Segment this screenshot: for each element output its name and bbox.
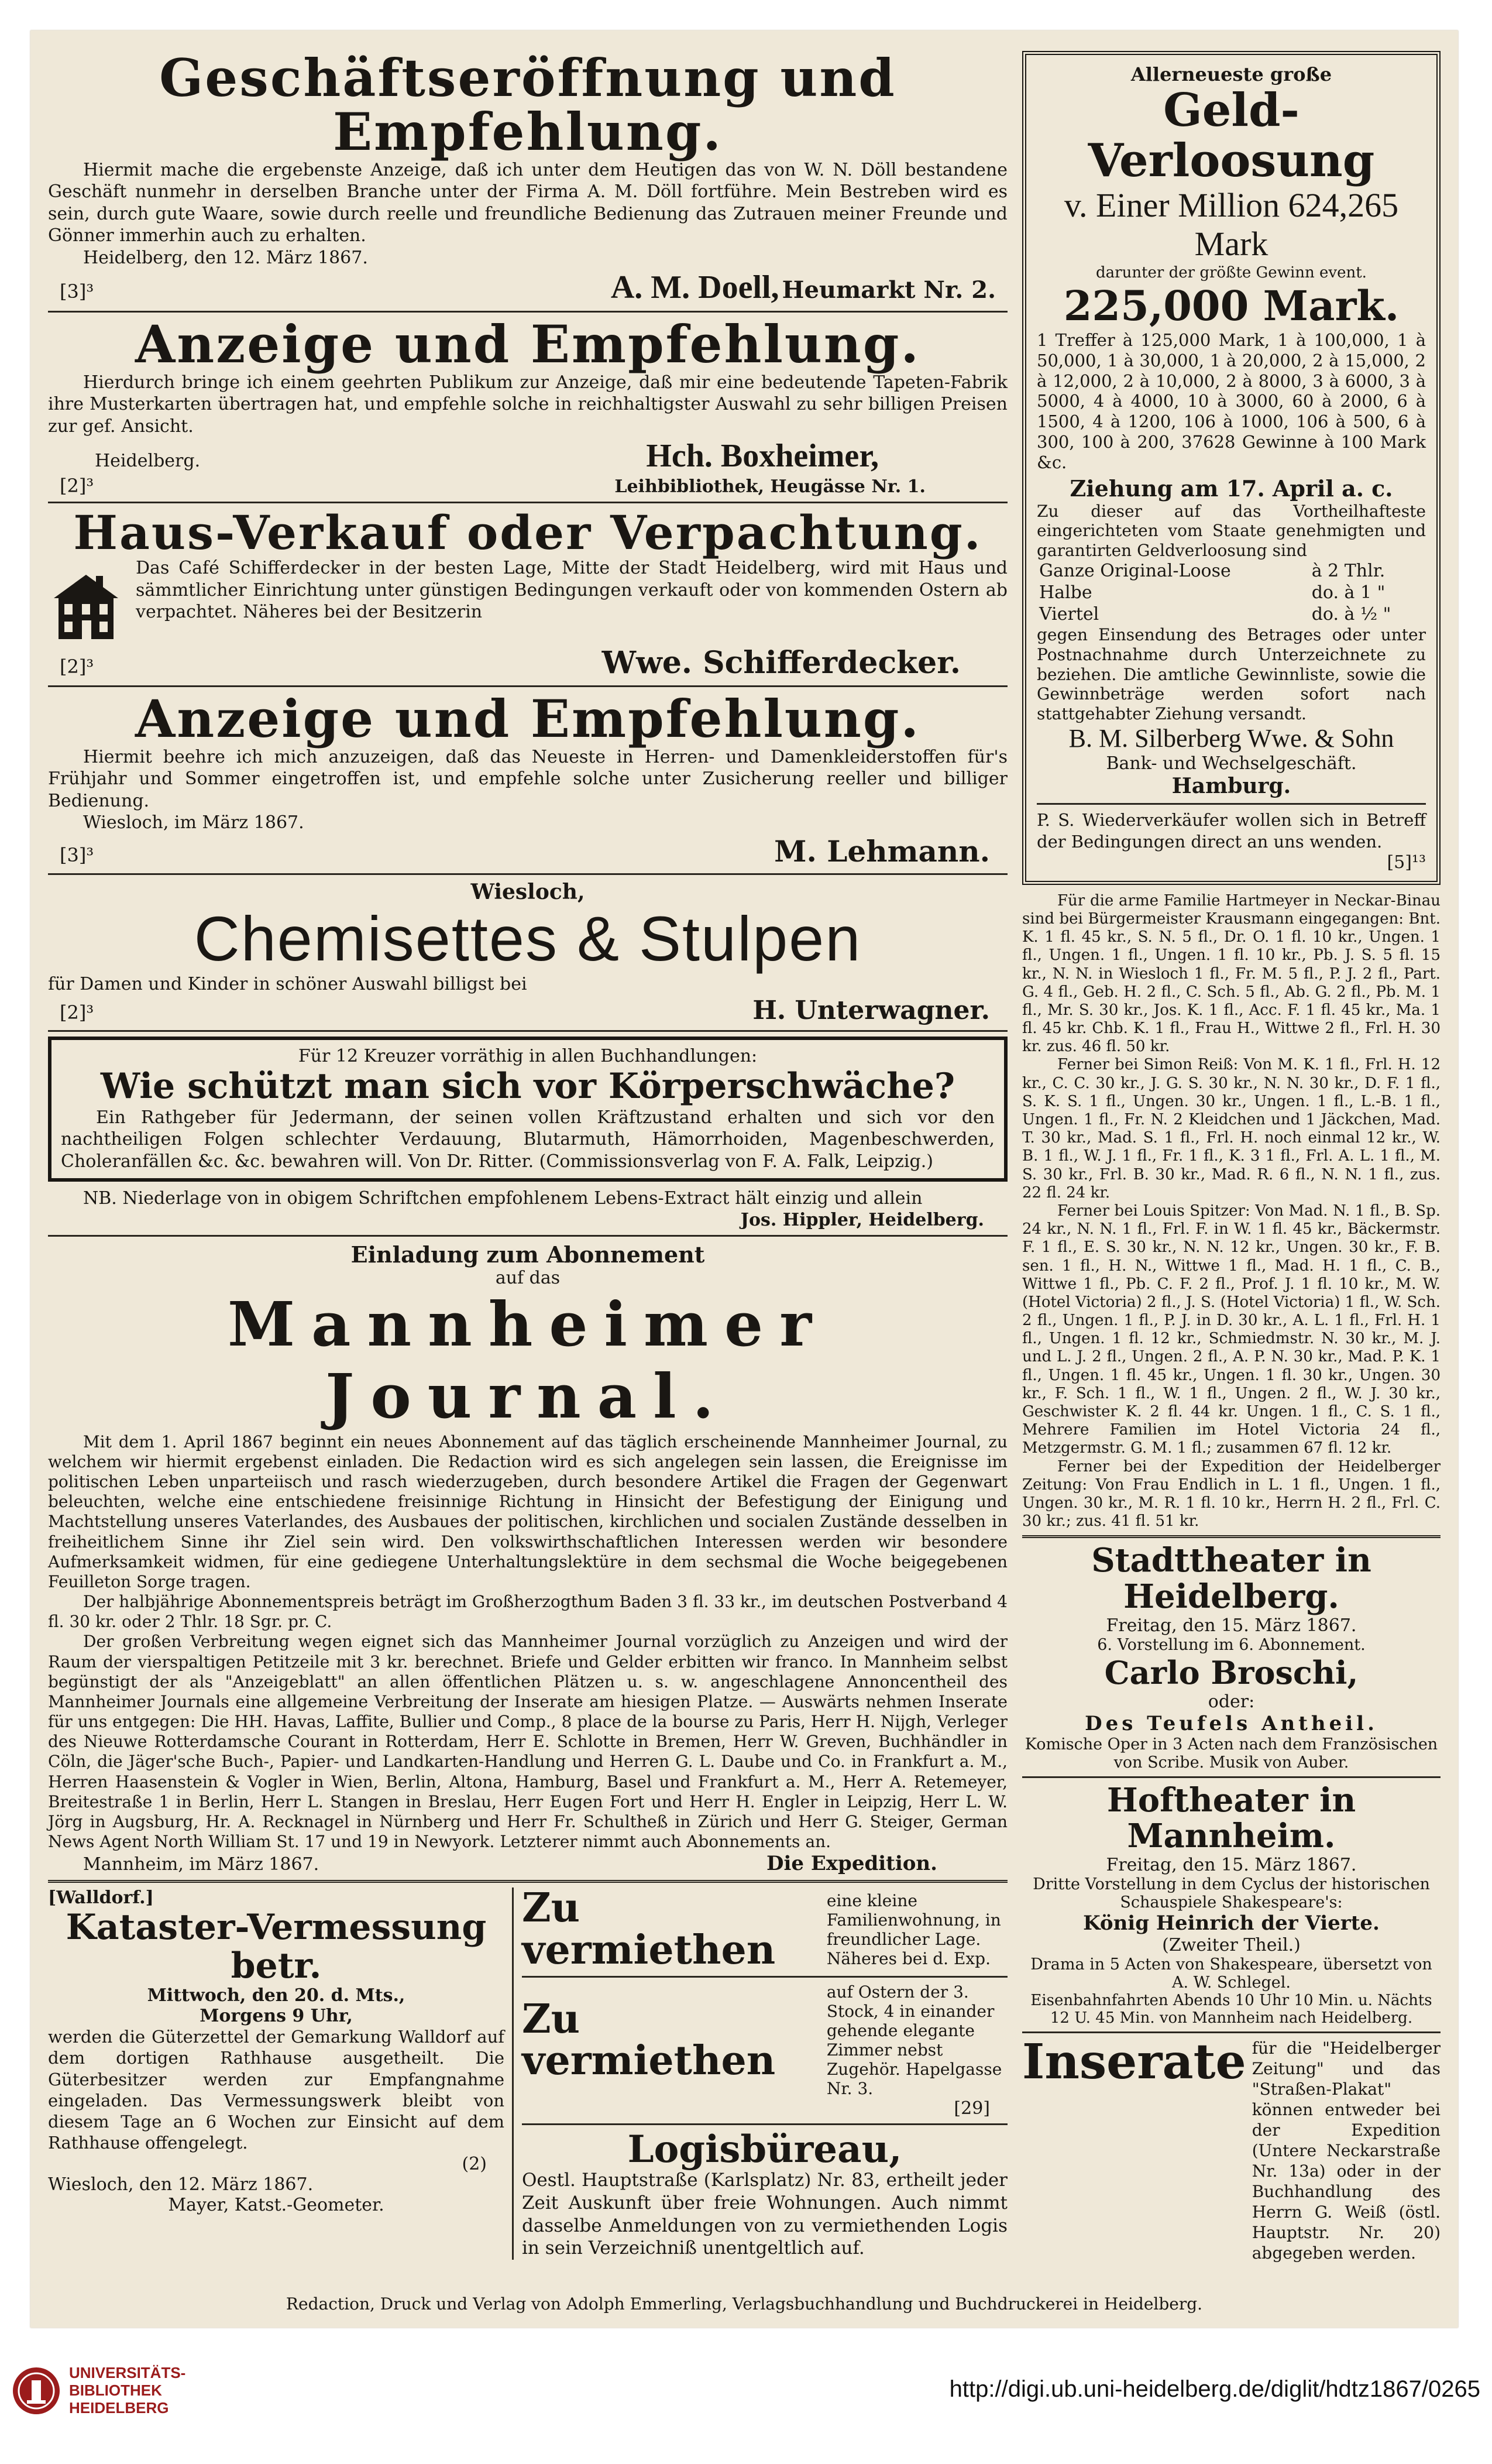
theatre1-date: Freitag, den 15. März 1867. <box>1106 1615 1357 1636</box>
ad4-ref: [3]³ <box>60 843 94 866</box>
house-icon <box>48 563 124 645</box>
ad2-signature: Hch. Boxheimer, <box>646 438 879 475</box>
journal-p3: Der großen Verbreitung wegen eignet sich das Mannheimer Journal vorzüglich zu Anzeigen und wird der Raum der vierspaltigen Petitzeile mit 3 kr. berechnet. Briefe und Gelder erbitten wir franco. In Mannheim selbst begünstigt der als "Anzeigeblatt" an allen öffentlichen Plätzen u. s. w. angeschlagene Annoncentheil des Mannheimer Journals eine allgemeine Verbreitung der Inserate am hiesigen Platze. — Auswärts nehmen Inserate für uns entgegen: Die HH. Havas, Laffite, Bullier und Comp., 8 place de la bourse zu Paris, Herr H. Nijgh, Verleger des Nieuwe Rotterdamsche Courant in Rotterdam, Herr E. Schlotte in Bremen, Herr W. Greven, Buchhändler in Cöln, die Jäger'sche Buch-, Papier- und Landkarten-Handlung und Herren G. L. Daube und Co. in Frankfurt a. M., Herren Haasenstein & Vogler in Wien, Berlin, Altona, Hamburg, Basel und Frankfurt a. M., Herr A. Retemeyer, Breitestraße 1 in Berlin, Herr L. Stangen in Breslau, Herr Eugen Fort und Herr H. Engler in Leipzig, Herr L. W. Jörg in Augsburg, Hr. A. Recknagel in Nürnberg und Herr Fr. Schultheß in Zürich und Herr G. Steiger, German News Agent North William St. 17 und 19 in Newyork. Letzterer nimmt auch Abonnements an. <box>48 1632 1008 1851</box>
ad3-signature: Wwe. Schifferdecker. <box>601 645 961 681</box>
ad-boxheimer <box>48 314 1008 497</box>
ad3-body: Das Café Schifferdecker in der besten Lage, Mitte der Stadt Heidelberg, wird mit Haus und sämmtlicher Einrichtung unter günstigen Bedingungen verkauft oder von kommenden Ostern ab verpachtet. Näheres bei der Besitzerin <box>136 558 1008 623</box>
journal-p1: Mit dem 1. April 1867 beginnt ein neues Abonnement auf das täglich erscheinende Mannheimer Journal, zu welchem wir hiermit ergebenst einladen. Die Redaction wird es sich angelegen sein lassen, die Ereignisse im politischen Leben unparteiisch und rasch wiederzugeben, durch besondere Artikel die Fragen der Gegenwart beleuchten, welche eine entschiedene freisinnige Richtung in Hinsicht der Befestigung der Einigung und Machtstellung unseres Vaterlandes, des Ausbaues der politischen, kirchlichen und socialen Zustände desselben in freiheitlichem Sinne ihr Ziel sein wird. Den volkswirthschaftlichen Interessen werden wir besondere Aufmerksamkeit widmen, für eine gediegene Unterhaltungslektüre in dem sechsmal die Woche beigegebenen Feuilleton Sorge tragen. <box>48 1432 1008 1591</box>
library-seal-icon <box>12 2366 61 2415</box>
ad2-ref: [2]³ <box>60 475 94 497</box>
journal-kicker2: auf das <box>495 1267 561 1288</box>
divider <box>1022 2031 1441 2033</box>
ad4-body: Hiermit beehre ich mich anzuzeigen, daß das Neueste in Herren- und Damenkleiderstoffen für's Frühjahr und Sommer eingetroffen ist, und empfehle solche unter Zusicherung reeller und billiger Bedienung. <box>48 746 1008 811</box>
ad-charity <box>1022 892 1441 1531</box>
ad2-place: Heidelberg. <box>95 451 201 472</box>
journal-date: Mannheim, im März 1867. <box>83 1854 319 1875</box>
charity-body2: Ferner bei Simon Reiß: Von M. K. 1 fl., Frl. H. 12 kr., C. C. 30 kr., J. G. S. 30 kr., N. N. 30 kr., D. F. 1 fl., S. K. S. 1 fl., Ungen. 30 kr., Ungen. 1 fl., L.-B. 1 fl., Ungen. 1 fl., Fr. N. 2 Kleidchen und 1 Jäckchen, Mad. T. 30 kr., Mad. S. 1 fl., Frl. H. noch einmal 12 kr., W. B. 1 fl., W. J. 1 fl., Fr. 1 fl., K. 3 1 fl., Frl. A. L. 1 fl., M. S. 30 kr., Frl. B. 30 kr., Mad. R. 6 fl., N. N. 1 fl., zus. 22 fl. 24 kr. <box>1022 1056 1441 1202</box>
newspaper-page <box>30 30 1458 2328</box>
ad-lehmann <box>48 688 1008 869</box>
divider <box>522 2123 1008 2125</box>
rent1-body: eine kleine Familienwohnung, in freundlicher Lage. Näheres bei d. Exp. <box>826 1890 1001 1968</box>
lottery-row-price: do. à 1 " <box>1311 582 1386 603</box>
ad6-title: Wie schützt man sich vor Körperschwäche? <box>100 1065 955 1107</box>
logis-title: Logisbüreau, <box>627 2127 902 2171</box>
divider <box>1037 803 1426 805</box>
source-url[interactable]: http://digi.ub.uni-heidelberg.de/diglit/hdtz1867/0265 <box>949 2376 1480 2402</box>
ad4-date: Wiesloch, im März 1867. <box>83 812 304 833</box>
rent-column <box>512 1885 1008 2260</box>
journal-title: Mannheimer Journal. <box>227 1288 828 1432</box>
lottery-prizes: 1 Treffer à 125,000 Mark, 1 à 100,000, 1 à 50,000, 1 à 30,000, 1 à 20,000, 2 à 15,000, 2 à 12,000, 2 à 10,000, 2 à 8000, 3 à 6000, 3 à 5000, 4 à 4000, 10 à 3000, 60 à 2000, 6 à 1500, 4 à 1200, 106 à 1000, 106 à 500, 6 à 300, 100 à 200, 37628 Gewinne à 100 Mark &c. <box>1037 330 1426 472</box>
lottery-row <box>1037 560 1426 582</box>
theatre1-sub: Des Teufels Antheil. <box>1085 1711 1378 1735</box>
theatre2-rail: Eisenbahnfahrten Abends 10 Uhr 10 Min. u. Nächts 12 U. 45 Min. von Mannheim nach Heidelberg. <box>1030 1991 1432 2027</box>
left-column <box>48 47 1008 2260</box>
ad7-body: NB. Niederlage von in obigem Schriftchen empfohlenem Lebens-Extract hält einzig und allein <box>83 1188 923 1209</box>
lottery-ref: [5]¹³ <box>1387 852 1426 873</box>
ad2-title: Anzeige und Empfehlung. <box>135 314 921 375</box>
theatre2-play: König Heinrich der Vierte. <box>1083 1911 1380 1935</box>
divider <box>48 1235 1008 1237</box>
ad1-address: Heumarkt Nr. 2. <box>782 276 996 304</box>
theatre1-desc: Komische Oper in 3 Acten nach dem Französischen von Scribe. Musik von Auber. <box>1025 1735 1438 1772</box>
ad5-place: Wiesloch, <box>470 879 585 904</box>
lottery-row-price: do. à ½ " <box>1311 604 1391 625</box>
ad5-title: Chemisettes & Stulpen <box>194 902 862 974</box>
ad2-body: Hierdurch bringe ich einem geehrten Publikum zur Anzeige, daß mir eine bedeutende Tapeten-Fabrik ihre Musterkarten übertragen hat, und empfehle solche in reichhaltigster Auswahl zu sehr billigen Preisen zur gef. Ansicht. <box>48 372 1008 437</box>
library-line2: BIBLIOTHEK <box>69 2381 162 2399</box>
ad-kataster <box>48 1888 511 2260</box>
lottery-row-label: Halbe <box>1039 582 1092 603</box>
lottery-firm: B. M. Silberberg Wwe. & Sohn <box>1068 724 1394 753</box>
ad5-ref: [2]³ <box>60 1001 94 1024</box>
library-logo <box>12 2365 185 2417</box>
ad-geld-verloosung <box>1022 51 1441 885</box>
ad3-ref: [2]³ <box>60 656 94 678</box>
lottery-ps: P. S. Wiederverkäufer wollen sich in Betreff der Bedingungen direct an uns wenden. <box>1037 810 1426 852</box>
lottery-title: Geld-Verloosung <box>1088 84 1375 187</box>
journal-p2: Der halbjährige Abonnementspreis beträgt im Großherzogthum Baden 3 fl. 33 kr., im deutschen Postverband 4 fl. 30 kr. oder 2 Thlr. 18 Sgr. pr. C. <box>48 1592 1008 1632</box>
inserate-title: Inserate <box>1022 2033 1246 2090</box>
ad1-date: Heidelberg, den 12. März 1867. <box>83 247 368 268</box>
rent1-title: Zu vermiethen <box>522 1885 776 1974</box>
ad-hoftheater <box>1022 1780 1441 2027</box>
lottery-kicker: Allerneueste große <box>1130 63 1332 85</box>
ad-rent-2 <box>522 1982 1008 2098</box>
kataster-body: werden die Güterzettel der Gemarkung Walldorf auf dem dortigen Rathhause ausgetheilt. Die Güterbesitzer werden zur Empfangnahme eingeladen. Das Vermessungswerk bleibt von diesem Tage an 6 Wochen zur Einsicht auf dem Rathhause offengelegt. <box>48 2027 504 2153</box>
divider <box>48 311 1008 313</box>
theatre2-desc: Drama in 5 Acten von Shakespeare, übersetzt von A. W. Schlegel. <box>1030 1955 1432 1992</box>
divider <box>48 1880 1008 1883</box>
ad1-body: Hiermit mache die ergebenste Anzeige, daß ich unter dem Heutigen das von W. N. Döll bestandene Geschäft nunmehr in derselben Branche unter der Firma A. M. Döll fortführe. Mein Bestreben wird es sein, durch gute Waare, sowie durch reelle und freundliche Bedienung das Zutrauen meiner Freunde und Gönner immerhin auch zu erhalten. <box>48 159 1008 246</box>
ad-stadttheater <box>1022 1543 1441 1771</box>
divider <box>1022 1535 1441 1538</box>
lottery-sub2: darunter der größte Gewinn event. <box>1096 263 1367 282</box>
ad4-signature: M. Lehmann. <box>774 833 990 869</box>
right-column <box>1022 51 1441 2263</box>
ad4-title: Anzeige und Empfehlung. <box>135 688 921 750</box>
charity-body: Für die arme Familie Hartmeyer in Neckar-Binau sind bei Bürgermeister Krausmann eingegangen: Bnt. K. 1 fl. 45 kr., S. N. 5 fl., Dr. O. 1 fl. 10 kr., Ungen. 1 fl., Ungen. 1 fl., Ungen. 1 fl. 10 kr., Pb. J. S. 5 fl. 15 kr., N. N. in Wiesloch 1 fl., Fr. M. 5 fl., P. J. 2 fl., Part. G. 4 fl., Geb. H. 2 fl., C. Sch. 5 fl., Ab. G. 2 fl., Pb. M. 1 fl., Mr. S. 30 kr., Jos. K. 1 fl., Acc. F. 1 fl. 45 kr., Ma. 1 fl. 45 kr. Chb. K. 1 fl., Frau H., Wittwe 2 fl., Frl. H. 30 kr. zus. 46 fl. 50 kr. <box>1022 891 1441 1056</box>
divider <box>48 873 1008 875</box>
ad1-signature: A. M. Doell, <box>610 269 779 306</box>
lottery-terms: gegen Einsendung des Betrages oder unter Postnachnahme durch Unterzeichnete zu beziehen. Die amtliche Gewinnliste, sowie die Gewinnbeträge werden sofort nach stattgehabter Ziehung versandt. <box>1037 625 1426 723</box>
ad6-top: Für 12 Kreuzer vorräthig in allen Buchhandlungen: <box>298 1045 758 1066</box>
lottery-row <box>1037 603 1426 625</box>
charity-body4: Ferner bei der Expedition der Heidelberger Zeitung: Von Frau Endlich in L. 1 fl., Ungen. 1 fl., Ungen. 30 kr., M. R. 1 fl. 10 kr., Herrn H. 2 fl., Frl. C. 30 kr.; zus. 41 fl. 51 kr. <box>1022 1457 1441 1530</box>
imprint: Redaction, Druck und Verlag von Adolph Emmerling, Verlagsbuchhandlung und Buchdruckerei in Heidelberg. <box>286 2294 1203 2314</box>
divider <box>1022 1776 1441 1778</box>
lottery-row-price: à 2 Thlr. <box>1311 561 1386 582</box>
ad-inserate <box>1022 2033 1441 2263</box>
kataster-time: Morgens 9 Uhr, <box>200 2006 353 2027</box>
lottery-draw-body: Zu dieser auf das Vortheilhafteste eingerichteten vom Staate genehmigten und garantirten Geldverloosung sind <box>1037 501 1426 560</box>
theatre1-title: Stadttheater in Heidelberg. <box>1091 1541 1371 1616</box>
library-line1: UNIVERSITÄTS- <box>69 2364 186 2381</box>
theatre1-or: oder: <box>1208 1691 1255 1712</box>
ad-koerperschwaeche <box>48 1037 1008 1182</box>
lottery-price-table <box>1037 560 1426 625</box>
ad-haus-verkauf <box>48 505 1008 681</box>
kataster-title: Kataster-Vermessung betr. <box>66 1907 487 1987</box>
ad-geschaeftseroeffnung <box>48 47 1008 306</box>
theatre2-date: Freitag, den 15. März 1867. <box>1106 1854 1357 1875</box>
theatre2-title: Hoftheater in Mannheim. <box>1106 1780 1356 1856</box>
lottery-city: Hamburg. <box>1171 774 1291 799</box>
lottery-firm2: Bank- und Wechselgeschäft. <box>1106 753 1357 774</box>
kataster-place: [Walldorf.] <box>48 1888 154 1909</box>
bottom-ads <box>48 1885 1008 2260</box>
divider <box>522 1976 1008 1978</box>
kataster-signature: Mayer, Katst.-Geometer. <box>168 2194 384 2215</box>
ad3-title: Haus-Verkauf oder Verpachtung. <box>73 505 982 561</box>
ad-unterwagner <box>48 880 1008 1025</box>
ad5-body: für Damen und Kinder in schöner Auswahl billigst bei <box>48 974 527 995</box>
lottery-big: 225,000 Mark. <box>1063 281 1400 330</box>
lottery-row-label: Ganze Original-Loose <box>1039 561 1231 582</box>
kataster-ref: (2) <box>462 2153 487 2174</box>
ad1-title: Geschäftseröffnung und Empfehlung. <box>159 47 896 163</box>
ad-mannheimer-journal <box>48 1241 1008 1875</box>
inserate-body: für die "Heidelberger Zeitung" und das "Straßen-Plakat" können entweder bei der Expedition (Untere Neckarstraße Nr. 13a) oder in der Buchhandlung des Herrn G. Weiß (östl. Hauptstr. Nr. 20) abgegeben werden. <box>1252 2038 1441 2263</box>
divider <box>48 502 1008 503</box>
rent2-title: Zu vermiethen <box>522 1995 776 2084</box>
charity-body3: Ferner bei Louis Spitzer: Von Mad. N. 1 fl., B. Sp. 24 kr., N. N. 1 fl., Frl. F. in W. 1 fl. 45 kr., Bäckermstr. F. 1 fl., E. S. 30 kr., N. N. 12 kr., Ungen. 30 kr., F. B. sen. 1 fl., H. N., Wittwe 1 fl., Mad. H. 1 fl., C. B., Wittwe 1 fl., Pb. C. F. 2 fl., Prof. J. 1 fl. 10 kr., M. W. (Hotel Victoria) 2 fl., J. S. (Hotel Victoria) 1 fl., W. Sch. 2 fl., Ungen. 1 fl., P. J. in D. 30 kr., A. L. 1 fl., Frl. H. 1 fl., Ungen. 1 fl. 12 kr., Schmiedmstr. N. 30 kr., M. J. und L. J. 2 fl., Ungen. 2 fl., A. P. N. 30 kr., Mad. P. K. 1 fl., Ungen. 1 fl. 45 kr., Ungen. 1 fl. 30 kr., Ungen. 30 kr., F. Sch. 1 fl., W. 1 fl., Ungen. 2 fl., W. J. 30 kr., Geschwister K. 2 fl. 44 kr. Ungen. 1 fl., C. S. 1 fl., Mehrere Familien im Hotel Victoria 24 fl., Metzgermstr. G. M. 1 fl.; zusammen 67 fl. 12 kr. <box>1022 1202 1441 1457</box>
ad7-signature: Jos. Hippler, Heidelberg. <box>740 1209 984 1230</box>
ad2-address: Leihbibliothek, Heugässe Nr. 1. <box>614 476 926 497</box>
lottery-row-label: Viertel <box>1039 604 1099 625</box>
journal-kicker: Einladung zum Abonnement <box>350 1241 705 1268</box>
kataster-date: Wiesloch, den 12. März 1867. <box>48 2174 314 2195</box>
journal-signature: Die Expedition. <box>766 1852 937 1876</box>
divider <box>48 685 1008 687</box>
theatre2-part: (Zweiter Theil.) <box>1162 1934 1301 1955</box>
library-line3: HEIDELBERG <box>69 2398 169 2417</box>
ad-hippler <box>48 1188 1008 1230</box>
ad6-body: Ein Rathgeber für Jedermann, der seinen vollen Kräftzustand erhalten und sich vor den nachtheiligen Folgen schlechter Verdauung, Blutarmuth, Hämorrhoiden, Magenbeschwerden, Choleranfällen &c. &c. bewahren will. Von Dr. Ritter. (Commissionsverlag von F. A. Falk, Leipzig.) <box>61 1107 995 1172</box>
lottery-draw: Ziehung am 17. April a. c. <box>1070 475 1393 502</box>
logis-body: Oestl. Hauptstraße (Karlsplatz) Nr. 83, ertheilt jeder Zeit Auskunft über freie Wohnungen. Auch nimmt dasselbe Anmeldungen von zu vermiethenden Logis in sein Verzeichniß unentgeltlich auf. <box>522 2170 1008 2259</box>
lottery-row <box>1037 582 1426 603</box>
rent2-ref: [29] <box>954 2098 990 2119</box>
ad1-ref: [3]³ <box>60 280 94 303</box>
ad-rent-1 <box>522 1885 1008 1974</box>
rent2-body: auf Ostern der 3. Stock, 4 in einander gehende elegante Zimmer nebst Zugehör. Hapelgasse Nr. 3. <box>826 1982 1002 2098</box>
divider <box>48 1030 1008 1032</box>
theatre1-play: Carlo Broschi, <box>1104 1653 1359 1691</box>
kataster-when: Mittwoch, den 20. d. Mts., <box>147 1985 405 2006</box>
theatre2-perf: Dritte Vorstellung in dem Cyclus der historischen Schauspiele Shakespeare's: <box>1033 1875 1430 1912</box>
ad5-signature: H. Unterwagner. <box>752 995 990 1025</box>
lottery-sub: v. Einer Million 624,265 Mark <box>1064 186 1399 263</box>
theatre1-perf: 6. Vorstellung im 6. Abonnement. <box>1097 1635 1366 1654</box>
